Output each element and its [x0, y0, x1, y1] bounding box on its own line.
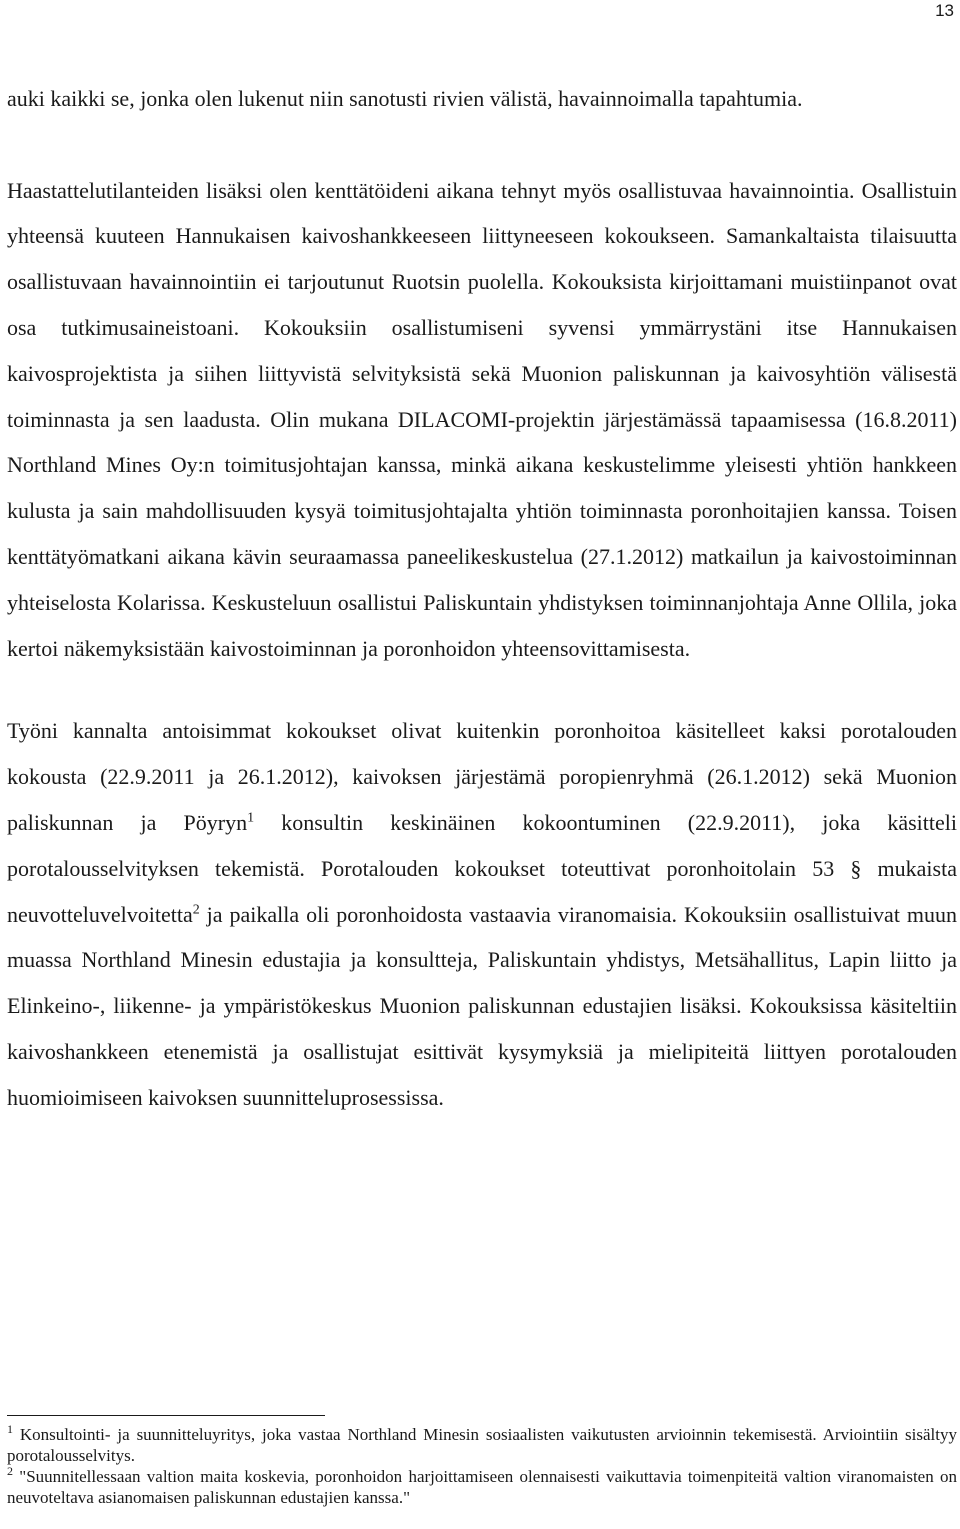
paragraph-3-part-b: konsultin keskinäinen kokoontuminen (22.9.2011), joka käsitteli porotalousselvityksen tekemistä. Porotalouden kokoukset toteuttivat poronhoitolain 53 § mukaista neuvotteluvelvoitetta: [7, 809, 957, 927]
paragraph-3: [7, 708, 957, 1120]
footnote-text-2: "Suunnitellessaan valtion maita koskevia, poronhoidon harjoittamiseen olennaisesti vaikuttavia toimenpiteitä valtion viranomaisten on neuvoteltava asianomaisen paliskunnan edustajien kanssa.": [7, 1467, 957, 1507]
footnote-2: [7, 1463, 957, 1508]
paragraph-3-part-a: Työni kannalta antoisimmat kokoukset olivat kuitenkin poronhoitoa käsitelleet kaksi porotalouden kokousta (22.9.2011 ja 26.1.2012), kaivoksen järjestämä poropienryhmä (26.1.2012) sekä Muonion paliskunnan ja Pöyryn: [7, 718, 957, 835]
footnotes: [7, 1423, 957, 1508]
paragraph-1: auki kaikki se, jonka olen lukenut niin sanotusti rivien välistä, havainnoimalla tapahtumia.: [7, 86, 803, 111]
page-number: 13: [935, 1, 954, 20]
footnote-marker-2: 2: [7, 1463, 13, 1478]
paragraph-2: Haastattelutilanteiden lisäksi olen kenttätöideni aikana tehnyt myös osallistuvaa havainnointia. Osallistuin yhteensä kuuteen Hannukaisen kaivoshankkeeseen liittyneeseen kokoukseen. Samankaltaista tilaisuutta osallistuvaan havainnointiin ei tarjoutunut Ruotsin puolella. Kokouksista kirjoittamani muistiinpanot ovat osa tutkimusaineistoani. Kokouksiin osallistumiseni syvensi ymmärrystäni itse Hannukaisen kaivosprojektista ja siihen liittyvistä selvityksistä sekä Muonion paliskunnan ja kaivosyhtiön välisestä toiminnasta ja sen laadusta. Olin mukana DILACOMI-projektin järjestämässä tapaamisessa (16.8.2011) Northland Mines Oy:n toimitusjohtajan kanssa, minkä aikana keskustelimme yleisesti yhtiön hankkeen kulusta ja sain mahdollisuuden kysyä toimitusjohtajalta yhtiön toiminnasta poronhoitajien kanssa. Toisen kenttätyömatkani aikana kävin seuraamassa paneelikeskustelua (27.1.2012) matkailun ja kaivostoiminnan yhteiselosta Kolarissa. Keskusteluun osallistui Paliskuntain yhdistyksen toiminnanjohtaja Anne Ollila, joka kertoi näkemyksistään kaivostoiminnan ja poronhoidon yhteensovittamisesta.: [7, 177, 957, 661]
footnote-text-1: Konsultointi- ja suunnitteluyritys, joka vastaa Northland Minesin sosiaalisten vaikutusten arvioinnin tekemisestä. Arviointiin sisältyy porotalousselvitys.: [7, 1425, 957, 1465]
footnote-separator: [7, 1415, 325, 1416]
footnote-marker-1: 1: [7, 1421, 13, 1436]
body-text: [7, 76, 957, 1121]
footnote-1: [7, 1421, 957, 1466]
footnote-ref-1: 1: [247, 810, 255, 826]
footnote-ref-2: 2: [192, 901, 200, 917]
paragraph-3-part-c: ja paikalla oli poronhoidosta vastaavia viranomaisia. Kokouksiin osallistuivat muun muassa Northland Minesin edustajia ja konsultteja, Paliskuntain yhdistys, Metsähallitus, Lapin liitto ja Elinkeino-, liikenne- ja ympäristökeskus Muonion paliskunnan edustajien lisäksi. Kokouksissa käsiteltiin kaivoshankkeen etenemistä ja osallistujat esittivät kysymyksiä ja mielipiteitä liittyen porotalouden huomioimiseen kaivoksen suunnitteluprosessissa.: [7, 901, 957, 1110]
